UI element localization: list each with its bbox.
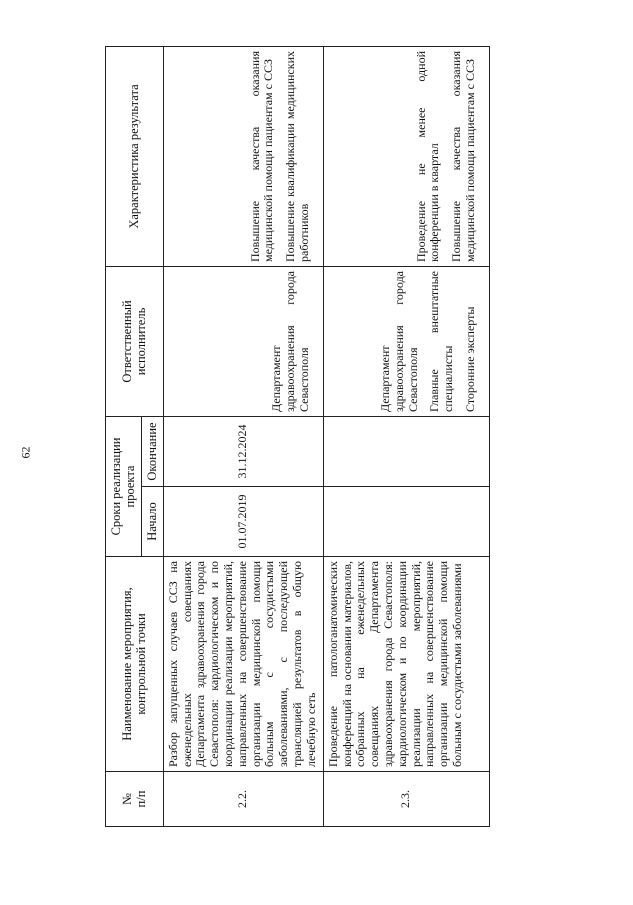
header-activity: Наименование мероприятия, контрольной точки (106, 557, 164, 772)
header-number (106, 772, 164, 827)
row-result (323, 47, 489, 267)
row-result (163, 47, 323, 267)
header-result: Характеристика результата (106, 47, 164, 267)
header-start: Начало (141, 487, 163, 557)
header-end: Окончание (141, 417, 163, 487)
row-activity: Разбор запущенных случаев ССЗ на еженедельных совещаниях Департамента здравоохранения города Севастополя: кардиологическом и по координации реализации мероприятий, направленных на совершенствование организации медицинской помощи больным с сосудистыми заболеваниями, с последующей трансляцией результатов в общую лечебную сеть (163, 557, 323, 772)
responsible-item: Департамент здравоохранения города Севастополя (377, 271, 420, 412)
table-row (163, 47, 323, 827)
responsible-item: Главные внештатные специалисты (427, 271, 456, 412)
row-number: 2.3. (323, 772, 489, 827)
result-item: Повышение квалификации медицинских работников (283, 51, 311, 262)
result-item: Повышение качества оказания медицинской помощи пациентам с ССЗ (449, 51, 477, 262)
responsible-item: Сторонние эксперты (462, 306, 477, 412)
document-table-container (105, 47, 475, 827)
row-number: 2.2. (163, 772, 323, 827)
row-start-date (323, 487, 489, 557)
header-number-line1: № (120, 793, 134, 805)
row-start-date: 01.07.2019 (163, 487, 323, 557)
result-item: Проведение не менее одной конференции в квартал (413, 51, 442, 262)
row-activity: Проведение патологанатомических конференций на основании материалов, собранных на еженедельных совещаниях Департамента здравоохранения города Севастополя: кардиологическом и по координации реализации мероприятий, направленных на совершенствование организации медицинской помощи больным с сосудистыми заболеваниями (323, 557, 489, 772)
row-end-date (323, 417, 489, 487)
activities-table (105, 46, 490, 827)
page-number: 62 (18, 446, 33, 459)
row-end-date: 31.12.2024 (163, 417, 323, 487)
row-responsible (163, 267, 323, 417)
header-terms: Сроки реализации проекта (106, 417, 142, 557)
header-number-line2: п/п (134, 790, 149, 808)
result-item: Повышение качества оказания медицинской помощи пациентам с ССЗ (247, 51, 276, 262)
header-responsible: Ответственный исполнитель (106, 267, 164, 417)
responsible-item: Департамент здравоохранения города Севастополя (269, 271, 311, 412)
row-responsible (323, 267, 489, 417)
table-row (323, 47, 489, 827)
